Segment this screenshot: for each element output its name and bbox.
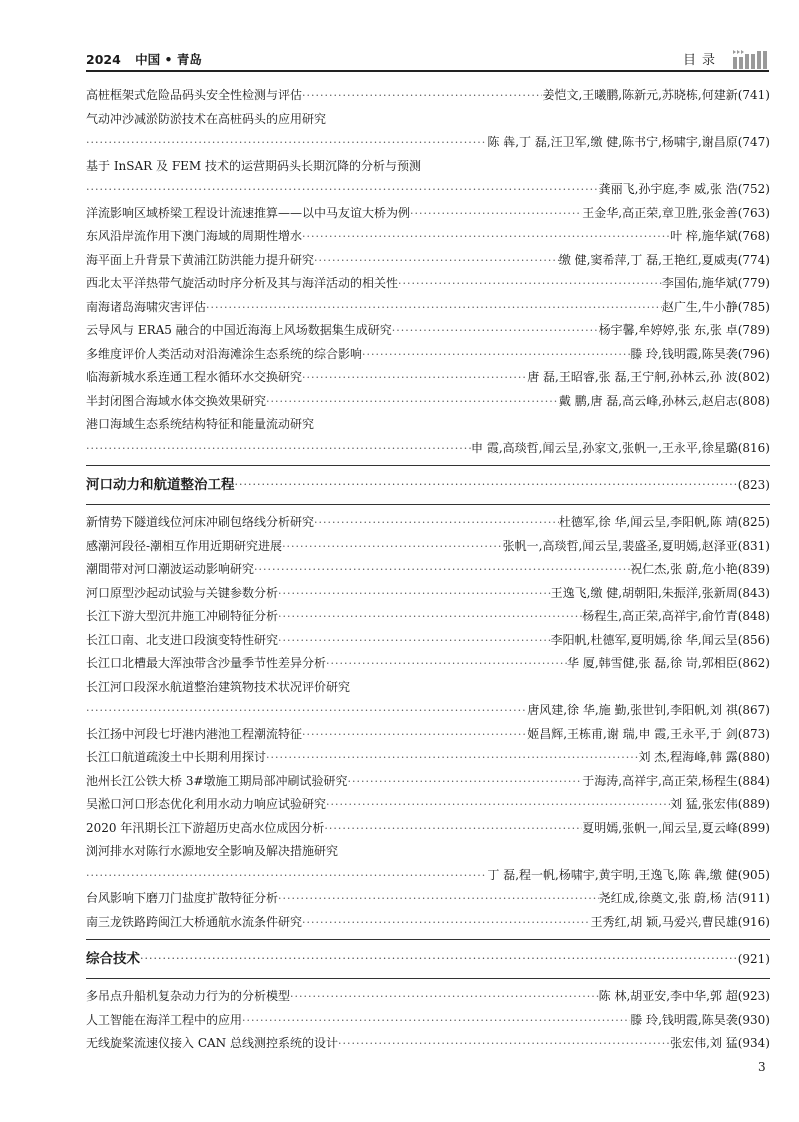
entry-authors-page [582,817,770,841]
toc-entry [86,1009,770,1033]
toc-entry-author-line [86,178,770,202]
header-year: 2024 [86,52,121,67]
entry-authors: 唐 磊,王昭睿,张 磊,王宁舸,孙林云,孙 波 [527,370,738,384]
entry-title: 南海诸岛海啸灾害评估 [86,299,207,314]
entry-authors: 于海涛,高祥宇,高正荣,杨程生 [582,773,738,788]
entry-authors-page [559,249,770,273]
entry-page: (856) [737,632,770,647]
running-header-left [86,50,202,68]
entry-page: (889) [737,797,770,811]
section-rule [86,504,770,505]
entry-authors-page [662,272,770,296]
entry-authors-page [487,864,770,888]
entry-title: 气动冲沙减淤防淤技术在高桩码头的应用研究 [86,111,327,126]
section-title: 综合技术 [86,951,140,967]
entry-title: 2020 年汛期长江下游超历史高水位成因分析 [86,820,325,835]
entry-authors: 刘 杰,程海峰,韩 露 [638,750,738,764]
dot-leader [338,1032,670,1056]
entry-authors-page [567,652,770,676]
entry-authors-page [551,582,770,606]
toc-entry-title-line [86,108,770,132]
entry-authors-page [559,390,770,414]
entry-page: (899) [737,820,770,835]
entry-authors-page [630,343,770,367]
dot-leader [290,985,599,1009]
entry-page: (848) [737,609,770,623]
entry-page: (923) [737,989,770,1003]
entry-title: 潮間带对河口潮波运动影响研究 [86,562,255,576]
entry-page: (789) [737,323,770,337]
entry-authors-page [582,605,770,629]
entry-authors: 张宏伟,刘 猛 [670,1036,738,1050]
header-rule [86,70,769,72]
entry-title: 长江扬中河段七圩港内港池工程潮流特征 [86,726,303,741]
dot-leader [242,1009,630,1033]
entry-page: (839) [737,562,770,576]
entry-authors-page [630,558,770,582]
entry-page: (905) [737,867,770,882]
section-rule [86,465,770,466]
entry-authors: 李国佑,施华斌 [661,276,738,290]
entry-authors: 杨程生,高正荣,高祥宇,俞竹青 [582,609,738,623]
dot-leader [282,535,503,559]
entry-page: (880) [737,750,770,764]
entry-page: (843) [737,585,770,600]
toc-entry [86,202,770,226]
section-rule [86,939,770,940]
dot-leader [235,471,738,499]
entry-page: (862) [737,656,770,670]
entry-title: 港口海域生态系统结构特征和能量流动研究 [86,417,315,431]
entry-authors-page [670,793,770,817]
entry-authors-page [559,511,770,535]
dot-leader [86,864,487,888]
toc-entry-author-line [86,864,770,888]
section-heading [86,471,770,499]
toc-entry [86,225,770,249]
entry-authors-page [590,911,770,935]
entry-page: (873) [737,726,770,741]
entry-page: (774) [737,252,770,267]
entry-page: (825) [737,515,770,529]
entry-title: 西北太平洋热带气旋活动时序分析及其与海洋活动的相关性 [86,276,399,290]
dot-leader [302,723,527,747]
entry-title: 高桩框架式危险品码头安全性检测与评估 [86,88,303,102]
entry-title: 吴淞口河口形态优化利用水动力响应试验研究 [86,797,327,811]
dot-leader [86,178,599,202]
entry-page: (884) [737,773,770,788]
entry-title: 浏河排水对陈行水源地安全影响及解决措施研究 [86,844,339,858]
table-of-contents [86,84,770,1056]
entry-title: 长江河口段深水航道整治建筑物技术状况评价研究 [86,679,351,694]
toc-entry [86,770,770,794]
dot-leader [302,84,542,108]
entry-title: 洋流影响区域桥梁工程设计流速推算——以中马友谊大桥为例 [86,205,411,220]
dot-leader [324,817,582,841]
toc-entry [86,343,770,367]
entry-page: (763) [737,205,770,220]
entry-title: 长江口航道疏浚土中长期利用探讨 [86,750,267,764]
entry-page: (802) [737,370,770,384]
toc-entry [86,629,770,653]
entry-title: 无线旋桨流速仪接入 CAN 总线测控系统的设计 [86,1036,338,1050]
section-rule [86,978,770,979]
dot-leader [266,746,638,770]
entry-authors: 滕 玲,钱明霞,陈昊袭 [630,1012,738,1027]
entry-authors-page [670,225,770,249]
dot-leader [392,319,599,343]
entry-authors: 申 霞,高琰哲,闻云呈,孙家文,张帆一,王永平,徐星璐 [471,440,738,455]
dot-leader [206,296,662,320]
entry-authors: 滕 玲,钱明霞,陈昊袭 [630,346,738,361]
entry-authors-page [630,1009,770,1033]
entry-page: (752) [737,182,770,196]
entry-authors: 缴 健,窦希萍,丁 磊,王艳红,夏威夷 [558,252,738,267]
entry-title: 临海新城水系连通工程水循环水交换研究 [86,370,303,384]
entry-authors: 陈 林,胡亚安,李中华,郭 超 [598,989,738,1003]
section-title: 河口动力和航道整治工程 [86,477,235,493]
entry-title: 云导风与 ERA5 融合的中国近海海上风场数据集生成研究 [86,323,392,337]
toc-entry-title-line [86,676,770,700]
entry-page: (816) [737,440,770,455]
entry-title: 人工智能在海洋工程中的应用 [86,1012,243,1027]
entry-page: (911) [737,891,770,905]
entry-title: 长江下游大型沉井施工冲刷特征分析 [86,609,279,623]
dot-leader [326,652,567,676]
entry-authors: 李阳帆,杜德军,夏明嫣,徐 华,闻云呈 [550,632,738,647]
dot-leader [278,629,551,653]
entry-authors-page [527,699,770,723]
entry-authors: 王金华,高正荣,章卫胜,张金善 [582,205,738,220]
entry-title: 多吊点升船机复杂动力行为的分析模型 [86,989,291,1003]
entry-title: 台风影响下磨刀门盐度扩散特征分析 [86,891,279,905]
toc-entry [86,272,770,296]
entry-authors: 刘 猛,张宏伟 [670,797,738,811]
section-heading [86,945,770,973]
dot-leader [266,390,559,414]
toc-entry [86,84,770,108]
toc-entry [86,366,770,390]
entry-title: 半封闭图合海域水体交换效果研究 [86,393,267,408]
dot-leader [86,699,527,723]
dot-leader [86,131,487,155]
entry-authors: 尧红成,徐奠文,张 蔚,杨 洁 [598,891,738,905]
page-number: 3 [758,1060,766,1074]
dot-leader [278,605,582,629]
toc-entry [86,511,770,535]
dot-leader [86,437,471,461]
entry-authors: 王逸飞,缴 健,胡朝阳,朱振洋,张新周 [550,585,738,600]
stacked-bars-arrow-icon [733,46,767,70]
entry-authors: 华 厦,韩雪健,张 磊,徐 岢,郭相臣 [567,656,738,670]
entry-authors-page [582,770,770,794]
entry-authors-page [542,84,770,108]
entry-authors-page [527,366,770,390]
entry-authors: 杨宇馨,牟婷婷,张 东,张 卓 [598,323,738,337]
entry-authors-page [471,437,770,461]
toc-entry [86,652,770,676]
entry-authors: 丁 磊,程一帆,杨啸宇,黄宇明,王逸飞,陈 犇,缴 健 [487,867,738,882]
entry-authors-page [599,319,770,343]
entry-authors-page [582,202,770,226]
section-page: (823) [737,478,770,492]
entry-authors-page [527,723,770,747]
dot-leader [326,793,670,817]
toc-entry-author-line [86,131,770,155]
toc-entry [86,793,770,817]
entry-authors: 唐风建,徐 华,施 勤,张世钊,李阳帆,刘 祺 [527,703,738,717]
toc-entry-author-line [86,699,770,723]
dot-leader [314,511,559,535]
toc-entry [86,319,770,343]
toc-entry [86,558,770,582]
dot-leader [362,343,630,367]
entry-authors: 夏明嫣,张帆一,闻云呈,夏云峰 [582,820,738,835]
toc-entry [86,887,770,911]
entry-authors-page [487,131,770,155]
entry-authors: 叶 梓,施华斌 [670,229,738,243]
entry-title: 池州长江公铁大桥 3#墩施工期局部冲刷试验研究 [86,773,348,788]
entry-page: (934) [737,1036,770,1050]
entry-title: 新情势下隧道线位河床冲刷包络线分析研究 [86,515,315,529]
toc-entry-title-line [86,413,770,437]
toc-entry [86,746,770,770]
dot-leader [278,582,551,606]
dot-leader [140,945,738,973]
toc-entry [86,1032,770,1056]
section-page: (921) [737,952,770,966]
entry-page: (867) [737,703,770,717]
entry-authors-page [662,296,770,320]
entry-authors: 张帆一,高琰哲,闻云呈,裴盛圣,夏明嫣,赵泽亚 [502,538,738,553]
entry-authors: 龚丽飞,孙宇庭,李 威,张 浩 [598,182,738,196]
entry-authors: 王秀红,胡 颖,马爱兴,曹民雄 [590,914,738,929]
entry-page: (741) [737,88,770,102]
toc-entry-author-line [86,437,770,461]
entry-page: (808) [737,393,770,408]
entry-title: 长江口北槽最大浑浊带含沙量季节性差异分析 [86,656,327,670]
entry-page: (785) [737,299,770,314]
entry-title: 河口原型沙起动试验与关键参数分析 [86,585,279,600]
entry-authors: 姜恺文,王曦鹏,陈新元,苏晓栋,何建新 [542,88,738,102]
toc-entry [86,390,770,414]
toc-entry [86,296,770,320]
entry-authors: 戴 鹏,唐 磊,高云峰,孙林云,赵启志 [558,393,738,408]
entry-page: (916) [737,914,770,929]
dot-leader [278,887,599,911]
toc-entry [86,582,770,606]
entry-authors-page [599,887,770,911]
entry-authors-page [599,985,770,1009]
toc-entry [86,249,770,273]
entry-authors: 赵广生,牛小静 [661,299,738,314]
dot-leader [302,911,590,935]
entry-page: (831) [737,538,770,553]
dot-leader [254,558,630,582]
dot-leader [398,272,662,296]
toc-entry [86,723,770,747]
entry-authors: 姬昌辉,王栋甫,谢 瑞,申 霞,王永平,于 剑 [527,726,738,741]
dot-leader [302,225,670,249]
toc-entry-title-line [86,155,770,179]
entry-authors-page [638,746,770,770]
entry-title: 海平面上升背景下黄浦江防洪能力提升研究 [86,252,315,267]
dot-leader [302,366,527,390]
entry-page: (779) [737,276,770,290]
toc-entry-title-line [86,840,770,864]
toc-entry [86,817,770,841]
entry-page: (747) [737,135,770,149]
entry-title: 多维度评价人类活动对沿海滩涂生态系统的综合影响 [86,346,363,361]
entry-page: (930) [737,1012,770,1027]
entry-title: 长江口南、北支进口段演变特性研究 [86,632,279,647]
toc-entry [86,985,770,1009]
entry-title: 南三龙铁路跨闽江大桥通航水流条件研究 [86,914,303,929]
header-place: 中国 • 青岛 [135,52,202,67]
toc-entry [86,605,770,629]
entry-authors: 陈 犇,丁 磊,汪卫军,缴 健,陈书宁,杨啸宇,谢昌原 [487,135,738,149]
toc-entry [86,535,770,559]
entry-authors-page [551,629,770,653]
entry-authors-page [503,535,770,559]
entry-title: 基于 InSAR 及 FEM 技术的运营期码头长期沉降的分析与预测 [86,158,422,173]
entry-title: 东风沿岸流作用下澳门海域的周期性增水 [86,229,303,243]
toc-entry [86,911,770,935]
entry-title: 感潮河段径-潮相互作用近期研究进展 [86,538,283,553]
dot-leader [410,202,582,226]
dot-leader [314,249,559,273]
entry-authors: 杜德军,徐 华,闻云呈,李阳帆,陈 靖 [558,515,738,529]
dot-leader [348,770,583,794]
entry-authors-page [670,1032,770,1056]
entry-authors-page [599,178,770,202]
entry-page: (796) [737,346,770,361]
entry-page: (768) [737,229,770,243]
header-section-title: 目录 [683,53,722,68]
entry-authors: 祝仁杰,张 蔚,危小艳 [630,562,738,576]
